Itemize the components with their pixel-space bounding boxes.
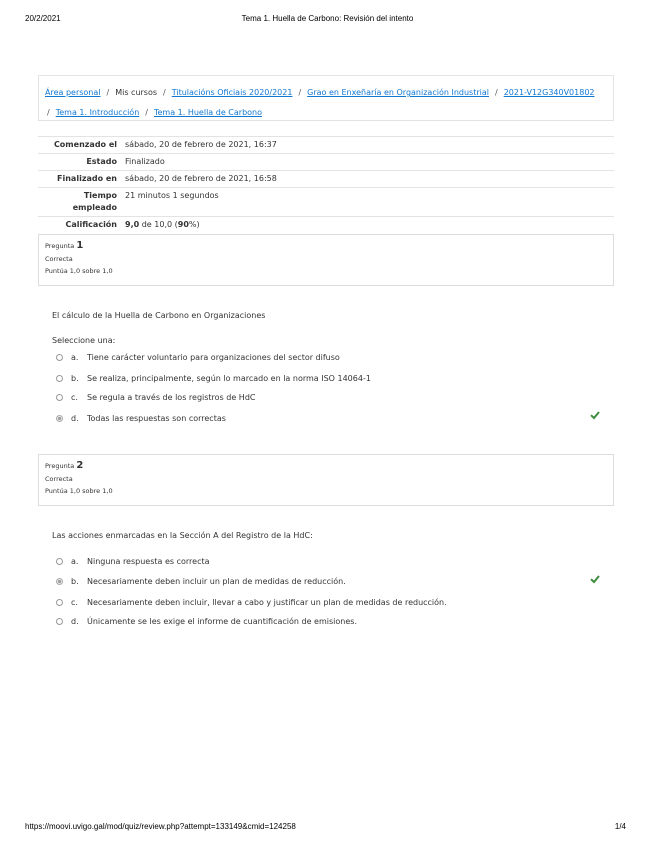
option-text: Se realiza, principalmente, según lo marcado en la norma ISO 14064-1	[87, 373, 371, 383]
breadcrumb-separator: /	[106, 88, 110, 97]
correct-check-icon	[590, 574, 600, 584]
grade-end: %)	[188, 220, 200, 229]
breadcrumb-separator: /	[145, 108, 148, 117]
radio-button[interactable]	[56, 394, 63, 401]
print-footer	[0, 822, 655, 834]
question-label: Pregunta	[45, 242, 75, 250]
print-title: Tema 1. Huella de Carbono: Revisión del intento	[241, 14, 414, 23]
breadcrumb-course-code[interactable]: 2021-V12G340V01802	[503, 88, 595, 97]
time-label	[38, 190, 125, 214]
summary-row-finished	[38, 170, 614, 187]
started-value: sábado, 20 de febrero de 2021, 16:37	[125, 140, 277, 149]
radio-button[interactable]	[56, 558, 63, 565]
q1-option-a[interactable]	[56, 351, 601, 363]
question-number: 2	[76, 460, 84, 471]
question-status: Correcta	[45, 255, 73, 263]
grade-mid: de 10,0 (	[141, 220, 178, 229]
radio-button[interactable]	[56, 354, 63, 361]
radio-button[interactable]	[56, 618, 63, 625]
question-points: Puntúa 1,0 sobre 1,0	[45, 487, 113, 495]
q1-option-c[interactable]	[56, 391, 601, 403]
breadcrumb-separator: /	[494, 88, 498, 97]
question-2-info	[38, 454, 614, 506]
question-2-text: Las acciones enmarcadas en la Sección A del Registro de la HdC:	[52, 531, 313, 540]
radio-button[interactable]	[56, 599, 63, 606]
breadcrumb-separator: /	[163, 88, 166, 97]
radio-button-selected[interactable]	[56, 578, 63, 585]
q2-option-a[interactable]	[56, 555, 601, 567]
radio-button-selected[interactable]	[56, 415, 63, 422]
option-letter: a.	[71, 556, 79, 566]
q2-option-b[interactable]	[56, 575, 601, 587]
started-label: Comenzado el	[53, 140, 117, 149]
breadcrumb	[38, 75, 614, 121]
option-text: Necesariamente deben incluir, llevar a cabo y justificar un plan de medidas de reducción.	[87, 597, 447, 607]
question-points: Puntúa 1,0 sobre 1,0	[45, 267, 113, 275]
question-status: Correcta	[45, 475, 73, 483]
breadcrumb-grao[interactable]: Grao en Enxeñaría en Organización Industrial	[307, 88, 489, 97]
finished-value: sábado, 20 de febrero de 2021, 16:58	[125, 174, 277, 183]
print-page-number: 1/4	[614, 822, 626, 831]
q1-option-d[interactable]	[56, 412, 601, 424]
question-1-text: El cálculo de la Huella de Carbono en Organizaciones	[52, 311, 266, 320]
option-letter: c.	[71, 597, 78, 607]
option-letter: b.	[71, 373, 79, 383]
breadcrumb-separator: /	[47, 108, 50, 117]
grade-score: 9,0	[125, 220, 140, 229]
print-date: 20/2/2021	[25, 14, 61, 23]
breadcrumb-mis-cursos: Mis cursos	[115, 88, 158, 97]
option-letter: d.	[71, 413, 79, 423]
summary-row-started	[38, 136, 614, 153]
radio-button[interactable]	[56, 375, 63, 382]
grade-percent: 90	[177, 220, 189, 229]
breadcrumb-titulacions[interactable]: Titulacións Oficiais 2020/2021	[171, 88, 293, 97]
print-header	[0, 14, 655, 26]
breadcrumb-area-personal[interactable]: Área personal	[45, 88, 101, 97]
question-number: 1	[76, 240, 84, 251]
option-letter: d.	[71, 616, 79, 626]
breadcrumb-separator: /	[298, 88, 302, 97]
option-text: Todas las respuestas son correctas	[87, 413, 226, 423]
grade-label: Calificación	[65, 220, 117, 229]
summary-row-grade	[38, 216, 614, 233]
breadcrumb-tema-intro[interactable]: Tema 1. Introducción	[55, 108, 140, 117]
time-value: 21 minutos 1 segundos	[125, 191, 219, 200]
q2-option-c[interactable]	[56, 596, 601, 608]
q1-option-b[interactable]	[56, 372, 601, 384]
q2-option-d[interactable]	[56, 615, 601, 627]
summary-row-time	[38, 187, 614, 216]
time-label-line1: Tiempo	[83, 191, 117, 200]
state-label: Estado	[86, 157, 117, 166]
breadcrumb-tema-huella[interactable]: Tema 1. Huella de Carbono	[153, 108, 263, 117]
grade-value	[125, 219, 200, 231]
option-text: Se regula a través de los registros de HdC	[87, 392, 256, 402]
summary-row-state	[38, 153, 614, 170]
option-text: Ninguna respuesta es correcta	[87, 556, 210, 566]
option-letter: c.	[71, 392, 78, 402]
finished-label: Finalizado en	[57, 174, 117, 183]
state-value: Finalizado	[125, 157, 165, 166]
option-text: Tiene carácter voluntario para organizaciones del sector difuso	[87, 352, 340, 362]
question-1-info	[38, 234, 614, 286]
option-text: Necesariamente deben incluir un plan de medidas de reducción.	[87, 576, 346, 586]
option-letter: a.	[71, 352, 79, 362]
question-1-prompt: Seleccione una:	[52, 336, 116, 345]
correct-check-icon	[590, 410, 600, 420]
attempt-summary	[38, 136, 614, 233]
question-label: Pregunta	[45, 462, 75, 470]
time-label-line2: empleado	[72, 203, 117, 212]
print-url: https://moovi.uvigo.gal/mod/quiz/review.php?attempt=133149&cmid=124258	[25, 822, 296, 831]
option-letter: b.	[71, 576, 79, 586]
option-text: Únicamente se les exige el informe de cuantificación de emisiones.	[87, 616, 357, 626]
